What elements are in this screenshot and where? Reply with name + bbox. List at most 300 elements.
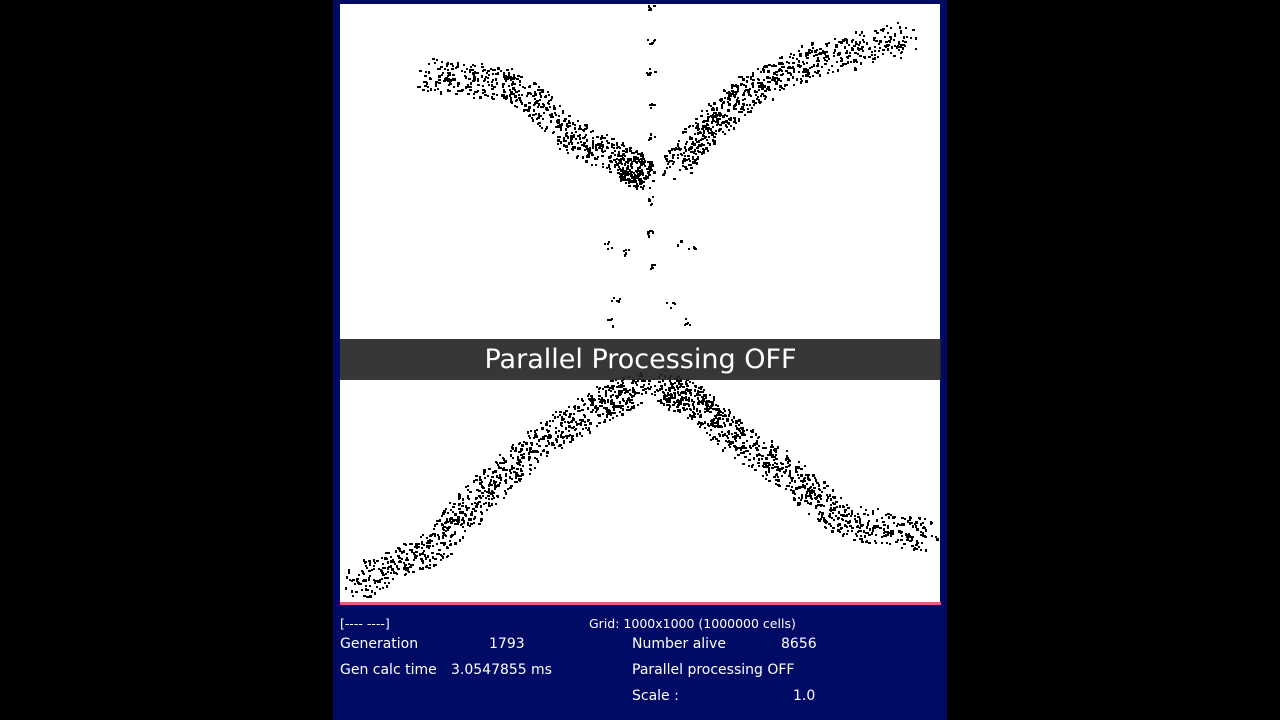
live-cell bbox=[702, 134, 704, 136]
live-cell bbox=[466, 68, 468, 70]
live-cell bbox=[617, 396, 619, 398]
live-cell bbox=[435, 84, 437, 87]
live-cell bbox=[728, 129, 730, 131]
live-cell bbox=[521, 444, 524, 447]
live-cell bbox=[601, 135, 603, 137]
live-cell bbox=[685, 143, 687, 145]
live-cell bbox=[907, 538, 909, 541]
live-cell bbox=[742, 432, 744, 434]
live-cell bbox=[510, 78, 512, 81]
live-cell bbox=[480, 505, 482, 508]
live-cell bbox=[925, 536, 927, 538]
live-cell bbox=[506, 97, 508, 99]
live-cell bbox=[809, 487, 811, 489]
cell-grid-canvas[interactable] bbox=[340, 4, 940, 604]
live-cell bbox=[792, 76, 794, 79]
live-cell bbox=[698, 151, 701, 153]
live-cell bbox=[610, 414, 612, 416]
live-cell bbox=[749, 88, 751, 90]
live-cell bbox=[818, 70, 820, 72]
live-cell bbox=[499, 467, 502, 469]
live-cell bbox=[771, 454, 774, 456]
live-cell bbox=[709, 434, 711, 436]
live-cell bbox=[519, 480, 521, 482]
live-cell bbox=[746, 76, 748, 78]
live-cell bbox=[742, 430, 745, 432]
live-cell bbox=[709, 411, 712, 413]
live-cell bbox=[644, 388, 647, 390]
live-cell bbox=[861, 46, 864, 48]
live-cell bbox=[737, 88, 739, 90]
live-cell bbox=[669, 406, 671, 408]
live-cell bbox=[708, 132, 711, 134]
live-cell bbox=[679, 169, 681, 171]
live-cell bbox=[908, 533, 910, 535]
live-cell bbox=[830, 498, 832, 501]
live-cell bbox=[788, 465, 790, 467]
live-cell bbox=[587, 407, 589, 410]
live-cell bbox=[734, 432, 737, 434]
live-cell bbox=[798, 467, 800, 469]
live-cell bbox=[445, 508, 447, 510]
live-cell bbox=[733, 107, 735, 109]
live-cell bbox=[538, 439, 540, 441]
live-cell bbox=[371, 569, 373, 571]
live-cell bbox=[533, 437, 535, 439]
live-cell bbox=[592, 130, 594, 132]
live-cell bbox=[836, 506, 838, 508]
live-cell bbox=[480, 511, 482, 513]
live-cell bbox=[470, 82, 472, 85]
live-cell bbox=[901, 547, 903, 549]
live-cell bbox=[785, 70, 788, 72]
live-cell bbox=[668, 161, 670, 163]
live-cell bbox=[824, 63, 827, 65]
live-cell bbox=[687, 385, 689, 387]
live-cell bbox=[615, 161, 617, 163]
live-cell bbox=[397, 547, 400, 549]
live-cell bbox=[632, 391, 634, 393]
live-cell bbox=[881, 517, 883, 519]
live-cell bbox=[768, 89, 771, 91]
live-cell bbox=[499, 482, 501, 484]
live-cell bbox=[384, 582, 386, 584]
live-cell bbox=[649, 174, 651, 176]
live-cell bbox=[798, 60, 800, 63]
live-cell bbox=[473, 522, 475, 524]
live-cell bbox=[401, 551, 403, 554]
live-cell bbox=[808, 49, 811, 51]
live-cell bbox=[752, 74, 754, 77]
live-cell bbox=[541, 89, 543, 91]
live-cell bbox=[739, 447, 741, 449]
live-cell bbox=[672, 156, 674, 159]
live-cell bbox=[563, 412, 565, 415]
live-cell bbox=[845, 525, 847, 527]
live-cell bbox=[855, 43, 858, 45]
live-cell bbox=[696, 141, 698, 143]
live-cell bbox=[698, 140, 700, 143]
live-cell bbox=[909, 516, 911, 519]
live-cell bbox=[798, 502, 801, 505]
live-cell bbox=[438, 536, 440, 539]
live-cell bbox=[574, 405, 576, 407]
live-cell bbox=[550, 99, 552, 101]
live-cell bbox=[427, 555, 429, 558]
live-cell bbox=[684, 155, 686, 157]
live-cell bbox=[575, 131, 577, 133]
live-cell bbox=[597, 143, 599, 146]
live-cell bbox=[600, 137, 603, 139]
live-cell bbox=[595, 146, 597, 149]
live-cell bbox=[857, 53, 859, 55]
live-cell bbox=[419, 553, 421, 555]
live-cell bbox=[758, 445, 760, 447]
live-cell bbox=[787, 72, 789, 74]
live-cell bbox=[672, 163, 674, 165]
live-cell bbox=[876, 32, 879, 34]
live-cell bbox=[434, 89, 436, 91]
live-cell bbox=[724, 410, 726, 412]
scale-label: Scale : bbox=[632, 688, 679, 704]
live-cell bbox=[899, 524, 902, 526]
live-cell bbox=[542, 427, 544, 430]
live-cell bbox=[891, 46, 893, 49]
live-cell bbox=[579, 419, 581, 421]
live-cell bbox=[635, 381, 637, 384]
live-cell bbox=[804, 465, 806, 467]
live-cell bbox=[640, 155, 642, 157]
live-cell bbox=[636, 188, 638, 190]
live-cell bbox=[899, 46, 902, 48]
live-cell bbox=[647, 171, 650, 174]
live-cell bbox=[691, 400, 693, 402]
live-cell bbox=[458, 504, 460, 506]
live-cell bbox=[715, 409, 717, 411]
live-cell bbox=[704, 136, 706, 138]
live-cell bbox=[596, 158, 598, 160]
live-cell bbox=[360, 583, 362, 585]
live-cell bbox=[854, 67, 856, 69]
live-cell bbox=[609, 319, 611, 321]
live-cell bbox=[713, 132, 715, 134]
live-cell bbox=[882, 30, 884, 32]
live-cell bbox=[565, 133, 567, 135]
live-cell bbox=[755, 447, 758, 449]
live-cell bbox=[424, 554, 426, 557]
live-cell bbox=[609, 387, 612, 389]
live-cell bbox=[693, 401, 695, 403]
live-cell bbox=[743, 94, 745, 96]
live-cell bbox=[706, 139, 708, 141]
live-cell bbox=[425, 81, 427, 83]
live-cell bbox=[767, 454, 770, 456]
live-cell bbox=[742, 103, 744, 105]
live-cell bbox=[915, 521, 918, 524]
live-cell bbox=[740, 452, 742, 454]
live-cell bbox=[911, 522, 913, 524]
live-cell bbox=[577, 155, 579, 157]
live-cell bbox=[421, 541, 423, 544]
live-cell bbox=[484, 94, 487, 96]
live-cell bbox=[447, 62, 449, 65]
live-cell bbox=[856, 526, 859, 528]
live-cell bbox=[871, 54, 873, 56]
live-cell bbox=[511, 101, 513, 104]
live-cell bbox=[472, 80, 475, 82]
live-cell bbox=[866, 526, 868, 529]
live-cell bbox=[602, 163, 604, 165]
live-cell bbox=[763, 442, 765, 444]
live-cell bbox=[561, 123, 563, 126]
live-cell bbox=[680, 400, 682, 402]
live-cell bbox=[503, 497, 505, 499]
live-cell bbox=[475, 479, 478, 481]
live-cell bbox=[454, 513, 457, 516]
live-cell bbox=[553, 131, 555, 133]
live-cell bbox=[499, 474, 501, 476]
live-cell bbox=[685, 149, 687, 152]
live-cell bbox=[468, 518, 471, 521]
live-cell bbox=[433, 528, 435, 530]
live-cell bbox=[538, 86, 540, 88]
live-cell bbox=[465, 86, 467, 89]
live-cell bbox=[493, 480, 495, 482]
live-cell bbox=[872, 58, 874, 60]
live-cell bbox=[588, 156, 590, 158]
live-cell bbox=[820, 498, 822, 500]
live-cell bbox=[625, 161, 627, 163]
live-cell bbox=[430, 88, 432, 91]
live-cell bbox=[651, 103, 653, 106]
live-cell bbox=[415, 555, 417, 557]
live-cell bbox=[812, 43, 814, 45]
live-cell bbox=[832, 489, 834, 491]
live-cell bbox=[422, 534, 424, 536]
live-cell bbox=[774, 65, 776, 67]
live-cell bbox=[730, 117, 732, 119]
live-cell bbox=[730, 125, 732, 127]
live-cell bbox=[434, 524, 436, 527]
live-cell bbox=[648, 166, 650, 168]
live-cell bbox=[865, 509, 867, 511]
live-cell bbox=[741, 427, 744, 430]
live-cell bbox=[425, 71, 427, 73]
live-cell bbox=[789, 56, 791, 58]
live-cell bbox=[616, 386, 618, 388]
live-cell bbox=[809, 67, 811, 69]
live-cell bbox=[462, 502, 464, 504]
live-cell bbox=[795, 466, 798, 469]
live-cell bbox=[857, 513, 859, 515]
live-cell bbox=[800, 486, 802, 488]
live-cell bbox=[734, 457, 736, 459]
live-cell bbox=[883, 524, 886, 526]
live-cell bbox=[505, 492, 507, 495]
live-cell bbox=[631, 167, 633, 169]
live-cell bbox=[889, 532, 891, 534]
live-cell bbox=[568, 120, 570, 123]
live-cell bbox=[690, 389, 692, 391]
live-cell bbox=[723, 89, 725, 91]
live-cell bbox=[612, 386, 614, 388]
live-cell bbox=[701, 128, 704, 130]
live-cell bbox=[449, 502, 451, 504]
live-cell bbox=[611, 318, 613, 320]
live-cell bbox=[830, 507, 832, 509]
live-cell bbox=[692, 151, 694, 153]
live-cell bbox=[854, 518, 856, 520]
live-cell bbox=[758, 79, 760, 81]
live-cell bbox=[422, 567, 424, 570]
live-cell bbox=[648, 161, 650, 163]
live-cell bbox=[508, 85, 510, 87]
live-cell bbox=[834, 49, 836, 52]
live-cell bbox=[548, 100, 550, 102]
live-cell bbox=[604, 419, 606, 421]
live-cell bbox=[636, 176, 639, 178]
live-cell bbox=[515, 447, 517, 450]
live-cell bbox=[471, 503, 473, 505]
live-cell bbox=[677, 143, 679, 145]
live-cell bbox=[706, 432, 708, 434]
live-cell bbox=[612, 394, 614, 396]
live-cell bbox=[567, 152, 569, 154]
live-cell bbox=[685, 382, 687, 385]
live-cell bbox=[446, 546, 448, 548]
live-cell bbox=[532, 450, 534, 452]
live-cell bbox=[561, 447, 563, 449]
live-cell bbox=[480, 497, 482, 499]
live-cell bbox=[524, 87, 526, 89]
live-cell bbox=[874, 57, 876, 60]
live-cell bbox=[646, 168, 648, 170]
live-cell bbox=[623, 388, 625, 390]
live-cell bbox=[853, 45, 856, 47]
live-cell bbox=[470, 66, 472, 68]
live-cell bbox=[683, 407, 685, 409]
live-cell bbox=[818, 60, 820, 62]
live-cell bbox=[844, 63, 847, 65]
live-cell bbox=[559, 148, 561, 150]
live-cell bbox=[432, 58, 435, 60]
live-cell bbox=[710, 407, 712, 409]
live-cell bbox=[699, 411, 701, 413]
live-cell bbox=[586, 139, 588, 142]
live-cell bbox=[771, 467, 773, 469]
live-cell bbox=[541, 127, 543, 129]
live-cell bbox=[834, 38, 836, 40]
live-cell bbox=[821, 52, 823, 54]
live-cell bbox=[698, 391, 700, 393]
live-cell bbox=[666, 400, 668, 402]
live-cell bbox=[892, 530, 894, 532]
live-cell bbox=[449, 90, 451, 92]
live-cell bbox=[462, 498, 464, 500]
live-cell bbox=[824, 52, 826, 55]
live-cell bbox=[694, 133, 696, 135]
live-cell bbox=[793, 54, 795, 56]
live-cell bbox=[819, 74, 821, 77]
live-cell bbox=[694, 389, 696, 392]
live-cell bbox=[437, 88, 439, 90]
live-cell bbox=[649, 230, 651, 232]
live-cell bbox=[682, 165, 684, 167]
live-cell bbox=[590, 400, 592, 402]
live-cell bbox=[859, 527, 861, 529]
live-cell bbox=[707, 118, 709, 120]
live-cell bbox=[752, 84, 754, 87]
live-cell bbox=[595, 164, 597, 166]
live-cell bbox=[922, 522, 924, 524]
live-cell bbox=[778, 484, 780, 487]
live-cell bbox=[641, 152, 643, 155]
live-cell bbox=[469, 69, 472, 71]
live-cell bbox=[782, 63, 784, 65]
live-cell bbox=[530, 430, 532, 432]
live-cell bbox=[826, 51, 828, 53]
live-cell bbox=[663, 395, 666, 398]
live-cell bbox=[567, 125, 569, 128]
live-cell bbox=[419, 86, 421, 88]
live-cell bbox=[403, 550, 405, 553]
live-cell bbox=[555, 431, 557, 434]
live-cell bbox=[386, 585, 388, 588]
live-cell bbox=[604, 150, 606, 152]
live-cell bbox=[604, 243, 606, 245]
live-cell bbox=[458, 508, 461, 510]
live-cell bbox=[649, 73, 651, 76]
live-cell bbox=[774, 462, 776, 464]
live-cell bbox=[637, 173, 639, 175]
live-cell bbox=[762, 447, 765, 449]
live-cell bbox=[602, 388, 604, 390]
live-cell bbox=[674, 397, 676, 399]
live-cell bbox=[798, 477, 800, 479]
live-cell bbox=[673, 161, 675, 163]
number-alive-label: Number alive bbox=[632, 636, 726, 652]
live-cell bbox=[873, 37, 876, 39]
live-cell bbox=[823, 481, 826, 484]
live-cell bbox=[517, 456, 519, 459]
live-cell bbox=[898, 41, 900, 43]
live-cell bbox=[704, 411, 706, 413]
live-cell bbox=[592, 147, 594, 149]
live-cell bbox=[491, 81, 493, 83]
live-cell bbox=[648, 139, 650, 141]
live-cell bbox=[731, 419, 733, 421]
live-cell bbox=[563, 440, 565, 442]
live-cell bbox=[809, 492, 811, 494]
live-cell bbox=[447, 75, 449, 77]
live-cell bbox=[866, 540, 868, 542]
live-cell bbox=[540, 422, 542, 424]
live-cell bbox=[677, 244, 679, 247]
gen-calc-time-label: Gen calc time bbox=[340, 662, 437, 678]
live-cell bbox=[760, 71, 762, 73]
live-cell bbox=[694, 161, 696, 164]
live-cell bbox=[622, 382, 624, 384]
live-cell bbox=[647, 232, 649, 235]
generation-value: 1793 bbox=[489, 636, 525, 652]
live-cell bbox=[725, 415, 727, 417]
live-cell bbox=[631, 402, 634, 404]
live-cell bbox=[699, 415, 702, 418]
live-cell bbox=[744, 456, 747, 458]
live-cell bbox=[660, 399, 662, 402]
live-cell bbox=[816, 49, 818, 51]
live-cell bbox=[521, 457, 524, 459]
